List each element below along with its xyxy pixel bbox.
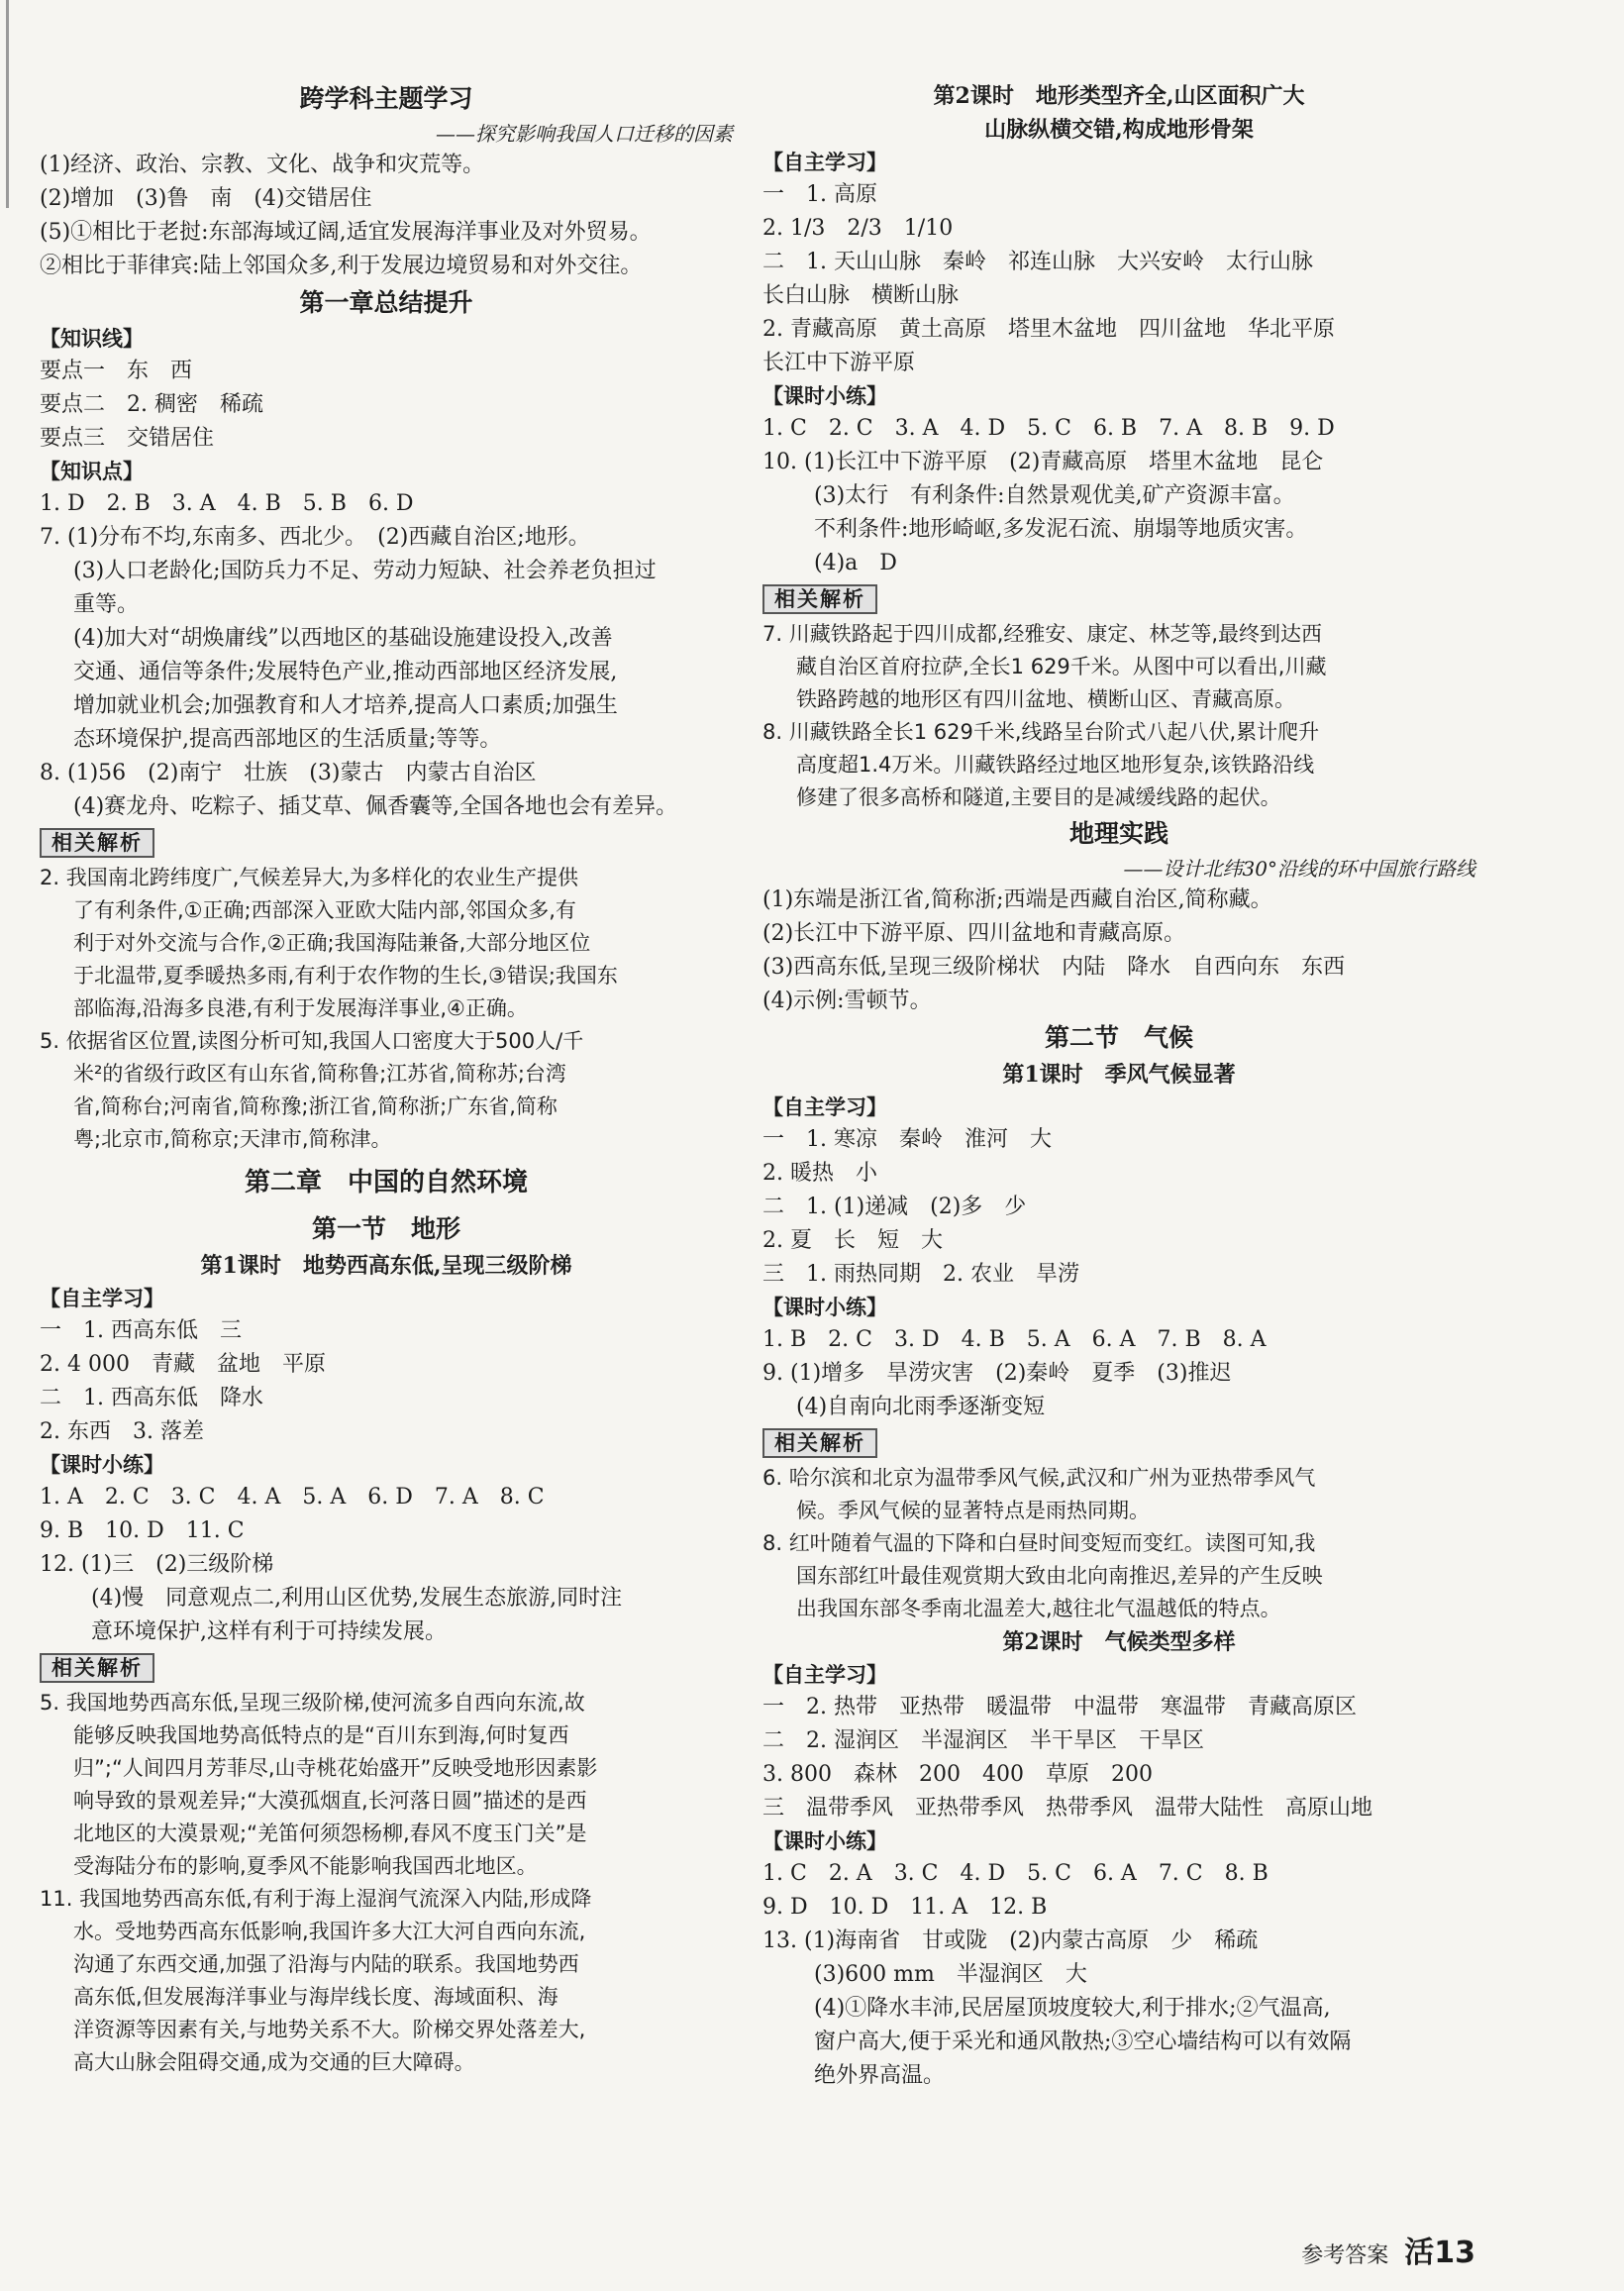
self-study-header: 【自主学习】 [762, 1662, 887, 1687]
answer-line: 1. A 2. C 3. C 4. A 5. A 6. D 7. A 8. C [40, 1485, 545, 1510]
practice-header: 【课时小练】 [762, 383, 887, 408]
explanation-line: 2. 我国南北跨纬度广,气候差异大,为多样化的农业生产提供 [40, 866, 579, 889]
explanation-line: 利于对外交流与合作,②正确;我国海陆兼备,大部分地区位 [73, 931, 591, 955]
explanation-line: 铁路跨越的地形区有四川盆地、横断山区、青藏高原。 [796, 687, 1295, 711]
answer-line: (4)a D [814, 551, 897, 575]
geography-practice-subtitle: ——设计北纬30°沿线的环中国旅行路线 [1123, 857, 1475, 881]
chapter2-title: 第二章 中国的自然环境 [244, 1168, 528, 1198]
answer-line: (2)长江中下游平原、四川盆地和青藏高原。 [762, 921, 1186, 946]
explanation-line: 归”;“人间四月芳菲尽,山寺桃花始盛开”反映受地形因素影 [73, 1756, 598, 1780]
explanation-badge: 相关解析 [762, 1428, 877, 1458]
answer-line: 态环境保护,提高西部地区的生活质量;等等。 [73, 727, 502, 752]
text-line: 要点二 2. 稠密 稀疏 [40, 392, 263, 417]
answer-line: 2. 东西 3. 落差 [40, 1419, 204, 1444]
section-title: 第一节 地形 [311, 1214, 460, 1243]
lesson-title: 第2课时 地形类型齐全,山区面积广大 [933, 83, 1305, 109]
explanation-line: 于北温带,夏季暖热多雨,有利于农作物的生长,③错误;我国东 [73, 964, 618, 988]
explanation-line: 候。季风气候的显著特点是雨热同期。 [796, 1499, 1150, 1522]
answer-line: 二 1. (1)递减 (2)多 少 [762, 1195, 1027, 1219]
answer-line: 1. C 2. A 3. C 4. D 5. C 6. A 7. C 8. B [762, 1861, 1269, 1886]
cross-subject-title: 跨学科主题学习 [299, 84, 473, 113]
answer-line: 绝外界高温。 [814, 2063, 946, 2088]
text-line: (2)增加 (3)鲁 南 (4)交错居住 [40, 186, 372, 211]
answer-line: 1. C 2. C 3. A 4. D 5. C 6. B 7. A 8. B 9. D [762, 416, 1335, 441]
footer-label: 参考答案 [1301, 2243, 1389, 2268]
chapter1-summary-title: 第一章总结提升 [299, 288, 473, 317]
lesson-title: 第2课时 气候类型多样 [1002, 1629, 1236, 1655]
answer-line: 1. B 2. C 3. D 4. B 5. A 6. A 7. B 8. A [762, 1327, 1267, 1352]
answer-line: (3)人口老龄化;国防兵力不足、劳动力短缺、社会养老负担过 [73, 559, 657, 583]
self-study-header: 【自主学习】 [762, 1094, 887, 1119]
explanation-line: 8. 川藏铁路全长1 629千米,线路呈台阶式八起八伏,累计爬升 [762, 720, 1320, 744]
explanation-line: 粤;北京市,简称京;天津市,简称津。 [73, 1127, 392, 1151]
explanation-line: 6. 哈尔滨和北京为温带季风气候,武汉和广州为亚热带季风气 [762, 1466, 1316, 1490]
answer-line: (4)赛龙舟、吃粽子、插艾草、佩香囊等,全国各地也会有差异。 [73, 794, 678, 819]
explanation-badge: 相关解析 [40, 1653, 154, 1683]
explanation-line: 11. 我国地势西高东低,有利于海上湿润气流深入内陆,形成降 [40, 1887, 592, 1911]
answer-line: 2. 4 000 青藏 盆地 平原 [40, 1352, 326, 1377]
lesson-title-line2: 山脉纵横交错,构成地形骨架 [984, 117, 1254, 143]
answer-line: 3. 800 森林 200 400 草原 200 [762, 1762, 1153, 1787]
answer-line: 2. 暖热 小 [762, 1161, 877, 1186]
answer-line: 长白山脉 横断山脉 [762, 283, 960, 308]
explanation-line: 高度超1.4万米。川藏铁路经过地区地形复杂,该铁路沿线 [796, 753, 1315, 777]
answer-line: 9. (1)增多 旱涝灾害 (2)秦岭 夏季 (3)推迟 [762, 1361, 1232, 1386]
page-number: 活13 [1404, 2236, 1475, 2270]
answer-line: 9. D 10. D 11. A 12. B [762, 1895, 1048, 1920]
answer-line: 2. 青藏高原 黄土高原 塔里木盆地 四川盆地 华北平原 [762, 317, 1335, 342]
lesson-title: 第1课时 季风气候显著 [1002, 1062, 1236, 1088]
answer-line: (3)600 mm 半湿润区 大 [814, 1962, 1087, 1987]
answer-line: 长江中下游平原 [762, 351, 916, 375]
explanation-line: 沟通了东西交通,加强了沿海与内陆的联系。我国地势西 [73, 1952, 579, 1976]
answer-line: (4)①降水丰沛,民居屋顶坡度较大,利于排水;②气温高, [814, 1996, 1331, 2021]
self-study-header: 【自主学习】 [40, 1286, 164, 1310]
practice-header: 【课时小练】 [40, 1452, 164, 1477]
explanation-line: 部临海,沿海多良港,有利于发展海洋事业,④正确。 [73, 996, 528, 1020]
answer-line: 二 1. 西高东低 降水 [40, 1386, 263, 1410]
lesson-title: 第1课时 地势西高东低,呈现三级阶梯 [200, 1253, 572, 1279]
answer-line: 重等。 [73, 592, 140, 617]
answer-line: 10. (1)长江中下游平原 (2)青藏高原 塔里木盆地 昆仑 [762, 450, 1324, 474]
answer-line: 一 2. 热带 亚热带 暖温带 中温带 寒温带 青藏高原区 [762, 1695, 1357, 1719]
answer-line: (4)慢 同意观点二,利用山区优势,发展生态旅游,同时注 [91, 1586, 623, 1611]
explanation-line: 高大山脉会阻碍交通,成为交通的巨大障碍。 [73, 2050, 475, 2074]
answer-line: 交通、通信等条件;发展特色产业,推动西部地区经济发展, [73, 660, 618, 684]
answer-line: (4)自南向北雨季逐渐变短 [796, 1395, 1046, 1419]
section-title: 第二节 气候 [1044, 1023, 1193, 1052]
self-study-header: 【自主学习】 [762, 150, 887, 174]
answer-line: 二 2. 湿润区 半湿润区 半干旱区 干旱区 [762, 1728, 1204, 1753]
knowledge-point-header: 【知识点】 [40, 459, 144, 483]
explanation-badge: 相关解析 [40, 828, 154, 858]
answer-line: (3)太行 有利条件:自然景观优美,矿产资源丰富。 [814, 483, 1295, 508]
answer-line: 不利条件:地形崎岖,多发泥石流、崩塌等地质灾害。 [814, 517, 1308, 542]
answer-line: (3)西高东低,呈现三级阶梯状 内陆 降水 自西向东 东西 [762, 955, 1346, 980]
answer-line: 2. 夏 长 短 大 [762, 1228, 943, 1253]
explanation-line: 了有利条件,①正确;西部深入亚欧大陆内部,邻国众多,有 [73, 898, 576, 922]
explanation-line: 米²的省级行政区有山东省,简称鲁;江苏省,简称苏;台湾 [73, 1062, 566, 1086]
text-line: ②相比于菲律宾:陆上邻国众多,利于发展边境贸易和对外交往。 [40, 254, 643, 278]
text-line: (5)①相比于老挝:东部海域辽阔,适宜发展海洋事业及对外贸易。 [40, 220, 652, 245]
explanation-line: 北地区的大漠景观;“羌笛何须怨杨柳,春风不度玉门关”是 [73, 1822, 587, 1845]
explanation-line: 出我国东部冬季南北温差大,越往北气温越低的特点。 [796, 1597, 1281, 1620]
answer-line: (1)东端是浙江省,简称浙;西端是西藏自治区,简称藏。 [762, 887, 1272, 912]
explanation-line: 藏自治区首府拉萨,全长1 629千米。从图中可以看出,川藏 [796, 655, 1327, 678]
explanation-line: 5. 依据省区位置,读图分析可知,我国人口密度大于500人/千 [40, 1029, 584, 1053]
text-line: 要点三 交错居住 [40, 426, 215, 451]
answer-line: 9. B 10. D 11. C [40, 1518, 245, 1543]
explanation-line: 能够反映我国地势高低特点的是“百川东到海,何时复西 [73, 1723, 569, 1747]
explanation-line: 国东部红叶最佳观赏期大致由北向南推迟,差异的产生反映 [796, 1564, 1323, 1588]
explanation-line: 水。受地势西高东低影响,我国许多大江大河自西向东流, [73, 1920, 586, 1943]
text-line: (1)经济、政治、宗教、文化、战争和灾荒等。 [40, 153, 485, 177]
answer-line: (4)示例:雪顿节。 [762, 989, 932, 1013]
explanation-badge: 相关解析 [762, 584, 877, 614]
page-footer [1301, 2228, 1475, 2271]
answer-line: 一 1. 西高东低 三 [40, 1318, 242, 1343]
explanation-line: 省,简称台;河南省,简称豫;浙江省,简称浙;广东省,简称 [73, 1094, 558, 1118]
text-line: 要点一 东 西 [40, 359, 193, 383]
answer-line: 三 温带季风 亚热带季风 热带季风 温带大陆性 高原山地 [762, 1796, 1373, 1821]
explanation-line: 受海陆分布的影响,夏季风不能影响我国西北地区。 [73, 1854, 538, 1878]
answer-line: 一 1. 寒凉 秦岭 淮河 大 [762, 1127, 1052, 1152]
answer-line: 7. (1)分布不均,东南多、西北少。 (2)西藏自治区;地形。 [40, 525, 590, 550]
cross-subject-subtitle: ——探究影响我国人口迁移的因素 [436, 122, 733, 146]
binding-edge [6, 0, 9, 208]
explanation-line: 5. 我国地势西高东低,呈现三级阶梯,使河流多自西向东流,故 [40, 1691, 585, 1715]
answer-line: 窗户高大,便于采光和通风散热;③空心墙结构可以有效隔 [814, 2030, 1352, 2054]
answer-line: 三 1. 雨热同期 2. 农业 旱涝 [762, 1262, 1079, 1287]
knowledge-line-header: 【知识线】 [40, 326, 144, 351]
right-column [762, 79, 1475, 2093]
explanation-line: 修建了很多高桥和隧道,主要目的是减缓线路的起伏。 [796, 785, 1281, 809]
left-column [40, 79, 733, 2079]
practice-header: 【课时小练】 [762, 1295, 887, 1319]
answer-line: (4)加大对“胡焕庸线”以西地区的基础设施建设投入,改善 [73, 626, 613, 651]
answer-line: 8. (1)56 (2)南宁 壮族 (3)蒙古 内蒙古自治区 [40, 761, 537, 785]
explanation-line: 8. 红叶随着气温的下降和白昼时间变短而变红。读图可知,我 [762, 1531, 1316, 1555]
practice-header: 【课时小练】 [762, 1828, 887, 1853]
answer-line: 一 1. 高原 [762, 182, 877, 207]
explanation-line: 响导致的景观差异;“大漠孤烟直,长河落日圆”描述的是西 [73, 1789, 587, 1813]
explanation-line: 洋资源等因素有关,与地势关系不大。阶梯交界处落差大, [73, 2018, 586, 2041]
explanation-line: 7. 川藏铁路起于四川成都,经雅安、康定、林芝等,最终到达西 [762, 622, 1323, 646]
answer-line: 1. D 2. B 3. A 4. B 5. B 6. D [40, 491, 414, 516]
answer-line: 二 1. 天山山脉 秦岭 祁连山脉 大兴安岭 太行山脉 [762, 250, 1313, 274]
geography-practice-title: 地理实践 [1068, 819, 1168, 848]
answer-line: 意环境保护,这样有利于可持续发展。 [91, 1619, 447, 1644]
explanation-line: 高东低,但发展海洋事业与海岸线长度、海域面积、海 [73, 1985, 558, 2009]
answer-line: 2. 1/3 2/3 1/10 [762, 216, 954, 241]
answer-line: 13. (1)海南省 甘或陇 (2)内蒙古高原 少 稀疏 [762, 1928, 1259, 1953]
answer-line: 12. (1)三 (2)三级阶梯 [40, 1552, 274, 1577]
answer-line: 增加就业机会;加强教育和人才培养,提高人口素质;加强生 [73, 693, 618, 718]
